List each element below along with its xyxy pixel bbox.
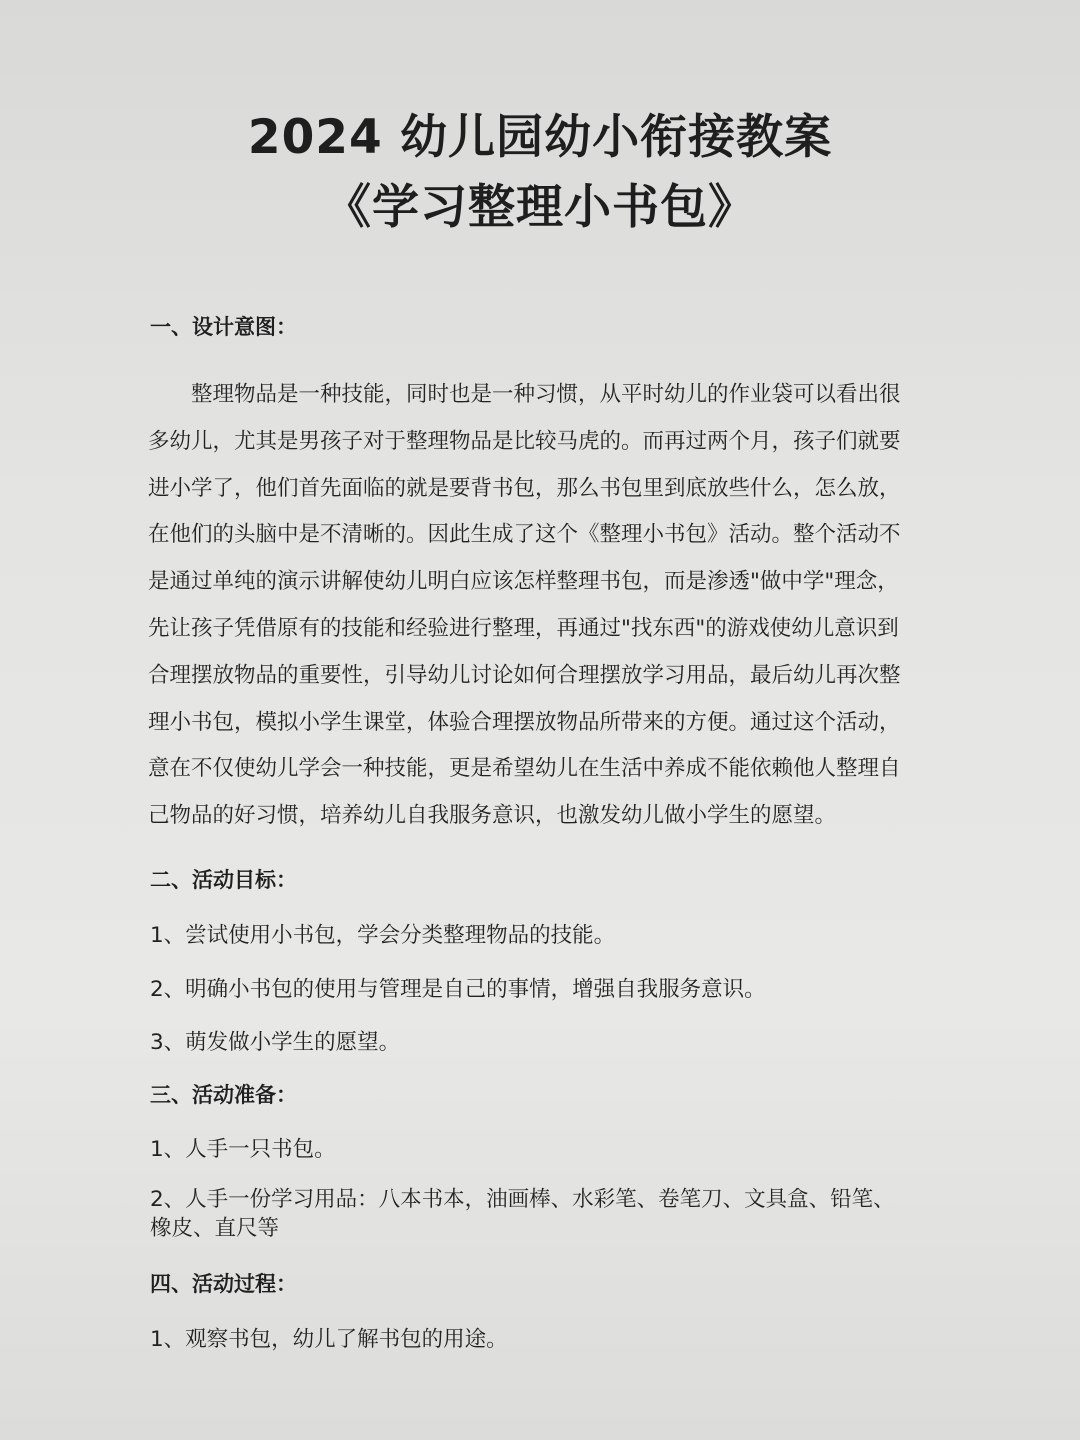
goal-item: 3、萌发做小学生的愿望。	[150, 1030, 401, 1055]
paragraph-line: 是通过单纯的演示讲解使幼儿明白应该怎样整理书包，而是渗透"做中学"理念，	[148, 569, 899, 595]
goal-item: 1、尝试使用小书包，学会分类整理物品的技能。	[150, 923, 616, 948]
preparation-item-line: 2、人手一份学习用品：八本书本，油画棒、水彩笔、卷笔刀、文具盒、铅笔、	[150, 1187, 895, 1212]
paragraph-line: 意在不仅使幼儿学会一种技能，更是希望幼儿在生活中养成不能依赖他人整理自	[148, 756, 901, 782]
paragraph-line: 进小学了，他们首先面临的就是要背书包，那么书包里到底放些什么，怎么放，	[148, 475, 901, 501]
section-heading-activity-preparation: 三、活动准备：	[150, 1083, 297, 1107]
paragraph-line: 合理摆放物品的重要性，引导幼儿讨论如何合理摆放学习用品，最后幼儿再次整	[148, 662, 901, 688]
section-heading-activity-goals: 二、活动目标：	[150, 868, 297, 892]
paragraph-line: 己物品的好习惯，培养幼儿自我服务意识，也激发幼儿做小学生的愿望。	[148, 803, 837, 829]
design-intent-paragraph	[148, 372, 930, 840]
preparation-item: 1、人手一只书包。	[150, 1137, 336, 1162]
section-heading-activity-process: 四、活动过程：	[150, 1272, 297, 1296]
document-subtitle: 《学习整理小书包》	[324, 180, 756, 235]
section-heading-design-intent: 一、设计意图：	[150, 315, 297, 339]
paragraph-line: 在他们的头脑中是不清晰的。因此生成了这个《整理小书包》活动。整个活动不	[148, 522, 901, 548]
preparation-item-line: 橡皮、直尺等	[150, 1216, 280, 1241]
paragraph-line: 整理物品是一种技能，同时也是一种习惯，从平时幼儿的作业袋可以看出很	[148, 382, 901, 407]
paragraph-line: 多幼儿，尤其是男孩子对于整理物品是比较马虎的。而再过两个月，孩子们就要	[148, 428, 901, 454]
paragraph-line: 先让孩子凭借原有的技能和经验进行整理，再通过"找东西"的游戏使幼儿意识到	[148, 615, 899, 641]
document-title: 2024 幼儿园幼小衔接教案	[247, 110, 833, 165]
process-item: 1、观察书包，幼儿了解书包的用途。	[150, 1327, 508, 1352]
paragraph-line: 理小书包，模拟小学生课堂，体验合理摆放物品所带来的方便。通过这个活动，	[148, 709, 901, 735]
goal-item: 2、明确小书包的使用与管理是自己的事情，增强自我服务意识。	[150, 977, 766, 1002]
preparation-item	[150, 1185, 920, 1243]
